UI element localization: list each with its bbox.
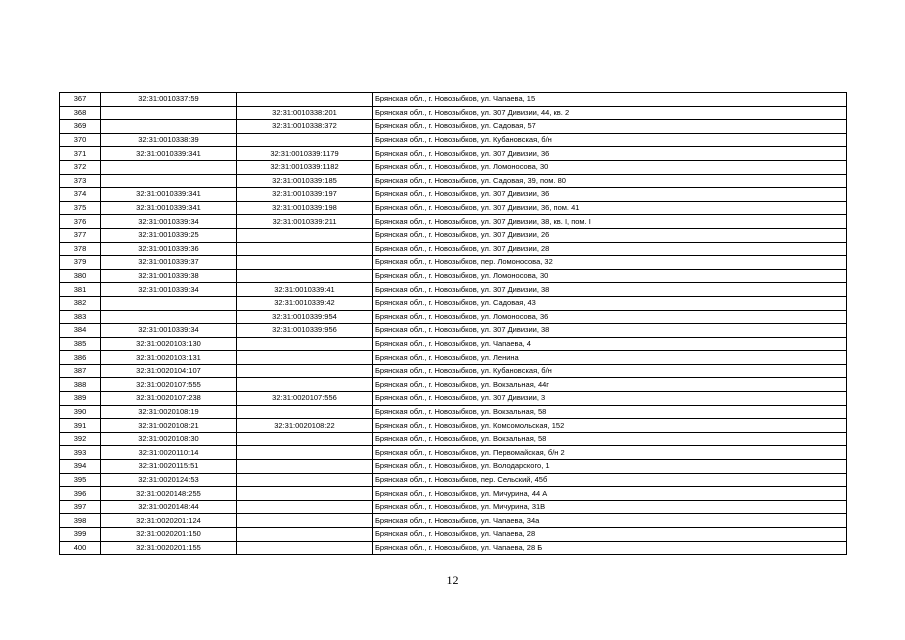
address-cell: Брянская обл., г. Новозыбков, ул. 307 Дивизии, 3 <box>373 392 847 406</box>
cadastral-number-cell: 32:31:0020148:44 <box>101 500 237 514</box>
object-cadastral-number-cell <box>237 351 373 365</box>
cadastral-number-cell: 32:31:0020110:14 <box>101 446 237 460</box>
row-number-cell: 382 <box>60 296 101 310</box>
object-cadastral-number-cell: 32:31:0020108:22 <box>237 419 373 433</box>
cadastral-number-cell: 32:31:0020148:255 <box>101 487 237 501</box>
object-cadastral-number-cell: 32:31:0010339:1182 <box>237 160 373 174</box>
cadastral-number-cell: 32:31:0020104:107 <box>101 364 237 378</box>
address-cell: Брянская обл., г. Новозыбков, ул. 307 Дивизии, 36, пом. 41 <box>373 201 847 215</box>
table-row <box>60 514 847 528</box>
table-row <box>60 364 847 378</box>
address-cell: Брянская обл., г. Новозыбков, пер. Сельский, 45б <box>373 473 847 487</box>
table-row <box>60 201 847 215</box>
table-row <box>60 460 847 474</box>
cadastral-number-cell <box>101 174 237 188</box>
object-cadastral-number-cell: 32:31:0010338:201 <box>237 106 373 120</box>
row-number-cell: 380 <box>60 269 101 283</box>
row-number-cell: 376 <box>60 215 101 229</box>
row-number-cell: 389 <box>60 392 101 406</box>
cadastral-number-cell: 32:31:0010338:39 <box>101 133 237 147</box>
object-cadastral-number-cell <box>237 405 373 419</box>
cadastral-number-cell <box>101 120 237 134</box>
table-row <box>60 500 847 514</box>
object-cadastral-number-cell: 32:31:0010339:197 <box>237 188 373 202</box>
table-row <box>60 337 847 351</box>
cadastral-number-cell: 32:31:0010339:34 <box>101 324 237 338</box>
row-number-cell: 400 <box>60 541 101 555</box>
cadastral-number-cell <box>101 310 237 324</box>
object-cadastral-number-cell <box>237 500 373 514</box>
address-cell: Брянская обл., г. Новозыбков, ул. Ленина <box>373 351 847 365</box>
cadastral-number-cell: 32:31:0010339:36 <box>101 242 237 256</box>
row-number-cell: 373 <box>60 174 101 188</box>
table-row <box>60 228 847 242</box>
table-row <box>60 541 847 555</box>
table-row <box>60 392 847 406</box>
address-cell: Брянская обл., г. Новозыбков, ул. Чапаева, 15 <box>373 93 847 107</box>
cadastral-number-cell: 32:31:0020124:53 <box>101 473 237 487</box>
cadastral-number-cell: 32:31:0020108:19 <box>101 405 237 419</box>
table-row <box>60 296 847 310</box>
table-row <box>60 93 847 107</box>
row-number-cell: 370 <box>60 133 101 147</box>
cadastral-number-cell: 32:31:0020108:30 <box>101 432 237 446</box>
object-cadastral-number-cell <box>237 460 373 474</box>
table-row <box>60 147 847 161</box>
cadastral-number-cell: 32:31:0020201:124 <box>101 514 237 528</box>
object-cadastral-number-cell <box>237 242 373 256</box>
row-number-cell: 393 <box>60 446 101 460</box>
object-cadastral-number-cell: 32:31:0010338:372 <box>237 120 373 134</box>
row-number-cell: 395 <box>60 473 101 487</box>
object-cadastral-number-cell <box>237 473 373 487</box>
object-cadastral-number-cell <box>237 446 373 460</box>
cadastral-number-cell: 32:31:0010339:341 <box>101 188 237 202</box>
address-cell: Брянская обл., г. Новозыбков, ул. 307 Дивизии, 44, кв. 2 <box>373 106 847 120</box>
address-cell: Брянская обл., г. Новозыбков, ул. 307 Дивизии, 38 <box>373 324 847 338</box>
address-cell: Брянская обл., г. Новозыбков, ул. Вокзальная, 58 <box>373 432 847 446</box>
address-cell: Брянская обл., г. Новозыбков, ул. 307 Дивизии, 28 <box>373 242 847 256</box>
table-row <box>60 528 847 542</box>
address-cell: Брянская обл., г. Новозыбков, ул. Первомайская, б/н 2 <box>373 446 847 460</box>
address-cell: Брянская обл., г. Новозыбков, ул. Комсомольская, 152 <box>373 419 847 433</box>
object-cadastral-number-cell <box>237 541 373 555</box>
address-cell: Брянская обл., г. Новозыбков, ул. Володарского, 1 <box>373 460 847 474</box>
table-row <box>60 487 847 501</box>
table-row <box>60 160 847 174</box>
address-cell: Брянская обл., г. Новозыбков, ул. Ломоносова, 30 <box>373 160 847 174</box>
cadastral-number-cell: 32:31:0010339:38 <box>101 269 237 283</box>
object-cadastral-number-cell <box>237 378 373 392</box>
address-cell: Брянская обл., г. Новозыбков, ул. Вокзальная, 58 <box>373 405 847 419</box>
row-number-cell: 367 <box>60 93 101 107</box>
object-cadastral-number-cell <box>237 364 373 378</box>
cadastral-number-cell: 32:31:0010339:341 <box>101 147 237 161</box>
row-number-cell: 379 <box>60 256 101 270</box>
object-cadastral-number-cell: 32:31:0010339:41 <box>237 283 373 297</box>
table-row <box>60 324 847 338</box>
cadastral-number-cell: 32:31:0020107:238 <box>101 392 237 406</box>
row-number-cell: 369 <box>60 120 101 134</box>
row-number-cell: 375 <box>60 201 101 215</box>
cadastral-number-cell: 32:31:0020108:21 <box>101 419 237 433</box>
address-cell: Брянская обл., г. Новозыбков, ул. 307 Дивизии, 36 <box>373 188 847 202</box>
object-cadastral-number-cell <box>237 528 373 542</box>
table-row <box>60 446 847 460</box>
table-row <box>60 283 847 297</box>
row-number-cell: 377 <box>60 228 101 242</box>
row-number-cell: 390 <box>60 405 101 419</box>
row-number-cell: 388 <box>60 378 101 392</box>
table-row <box>60 378 847 392</box>
address-cell: Брянская обл., г. Новозыбков, ул. 307 Дивизии, 26 <box>373 228 847 242</box>
address-cell: Брянская обл., г. Новозыбков, ул. Садовая, 57 <box>373 120 847 134</box>
address-cell: Брянская обл., г. Новозыбков, ул. Садовая, 43 <box>373 296 847 310</box>
row-number-cell: 378 <box>60 242 101 256</box>
row-number-cell: 372 <box>60 160 101 174</box>
table-row <box>60 310 847 324</box>
address-cell: Брянская обл., г. Новозыбков, ул. 307 Дивизии, 38, кв. I, пом. I <box>373 215 847 229</box>
table-body <box>60 93 847 555</box>
row-number-cell: 383 <box>60 310 101 324</box>
object-cadastral-number-cell <box>237 133 373 147</box>
address-cell: Брянская обл., г. Новозыбков, пер. Ломоносова, 32 <box>373 256 847 270</box>
address-cell: Брянская обл., г. Новозыбков, ул. Мичурина, 31В <box>373 500 847 514</box>
row-number-cell: 399 <box>60 528 101 542</box>
cadastral-number-cell: 32:31:0020107:555 <box>101 378 237 392</box>
table-row <box>60 256 847 270</box>
row-number-cell: 368 <box>60 106 101 120</box>
table-row <box>60 269 847 283</box>
cadastral-number-cell: 32:31:0020103:130 <box>101 337 237 351</box>
cadastral-number-cell <box>101 160 237 174</box>
object-cadastral-number-cell <box>237 228 373 242</box>
cadastral-number-cell: 32:31:0020103:131 <box>101 351 237 365</box>
row-number-cell: 396 <box>60 487 101 501</box>
address-cell: Брянская обл., г. Новозыбков, ул. Ломоносова, 30 <box>373 269 847 283</box>
table-row <box>60 242 847 256</box>
object-cadastral-number-cell: 32:31:0010339:956 <box>237 324 373 338</box>
object-cadastral-number-cell <box>237 487 373 501</box>
row-number-cell: 392 <box>60 432 101 446</box>
table-row <box>60 120 847 134</box>
cadastral-number-cell: 32:31:0010339:341 <box>101 201 237 215</box>
cadastral-number-cell: 32:31:0020115:51 <box>101 460 237 474</box>
row-number-cell: 386 <box>60 351 101 365</box>
cadastral-number-cell: 32:31:0010339:34 <box>101 215 237 229</box>
table-row <box>60 133 847 147</box>
address-cell: Брянская обл., г. Новозыбков, ул. 307 Дивизии, 38 <box>373 283 847 297</box>
table-row <box>60 419 847 433</box>
table-row <box>60 432 847 446</box>
object-cadastral-number-cell: 32:31:0010339:42 <box>237 296 373 310</box>
table-row <box>60 174 847 188</box>
address-cell: Брянская обл., г. Новозыбков, ул. Садовая, 39, пом. 80 <box>373 174 847 188</box>
object-cadastral-number-cell <box>237 432 373 446</box>
cadastral-number-cell: 32:31:0010339:34 <box>101 283 237 297</box>
address-cell: Брянская обл., г. Новозыбков, ул. Чапаева, 28 <box>373 528 847 542</box>
object-cadastral-number-cell <box>237 256 373 270</box>
object-cadastral-number-cell: 32:31:0010339:185 <box>237 174 373 188</box>
cadastral-number-cell: 32:31:0020201:150 <box>101 528 237 542</box>
address-cell: Брянская обл., г. Новозыбков, ул. Ломоносова, 36 <box>373 310 847 324</box>
property-table <box>59 92 847 555</box>
cadastral-number-cell: 32:31:0010337:59 <box>101 93 237 107</box>
object-cadastral-number-cell: 32:31:0020107:556 <box>237 392 373 406</box>
address-cell: Брянская обл., г. Новозыбков, ул. Чапаева, 4 <box>373 337 847 351</box>
row-number-cell: 387 <box>60 364 101 378</box>
address-cell: Брянская обл., г. Новозыбков, ул. Кубановская, б/н <box>373 364 847 378</box>
cadastral-number-cell: 32:31:0010339:37 <box>101 256 237 270</box>
cadastral-number-cell: 32:31:0010339:25 <box>101 228 237 242</box>
table-row <box>60 188 847 202</box>
address-cell: Брянская обл., г. Новозыбков, ул. Чапаева, 28 Б <box>373 541 847 555</box>
table-row <box>60 405 847 419</box>
address-cell: Брянская обл., г. Новозыбков, ул. Кубановская, б/н <box>373 133 847 147</box>
object-cadastral-number-cell: 32:31:0010339:1179 <box>237 147 373 161</box>
row-number-cell: 397 <box>60 500 101 514</box>
row-number-cell: 391 <box>60 419 101 433</box>
object-cadastral-number-cell <box>237 337 373 351</box>
object-cadastral-number-cell <box>237 93 373 107</box>
object-cadastral-number-cell: 32:31:0010339:954 <box>237 310 373 324</box>
row-number-cell: 381 <box>60 283 101 297</box>
cadastral-number-cell: 32:31:0020201:155 <box>101 541 237 555</box>
row-number-cell: 374 <box>60 188 101 202</box>
object-cadastral-number-cell: 32:31:0010339:211 <box>237 215 373 229</box>
row-number-cell: 385 <box>60 337 101 351</box>
object-cadastral-number-cell <box>237 269 373 283</box>
table-row <box>60 473 847 487</box>
address-cell: Брянская обл., г. Новозыбков, ул. Вокзальная, 44г <box>373 378 847 392</box>
cadastral-number-cell <box>101 296 237 310</box>
table-row <box>60 351 847 365</box>
table-row <box>60 215 847 229</box>
object-cadastral-number-cell: 32:31:0010339:198 <box>237 201 373 215</box>
cadastral-number-cell <box>101 106 237 120</box>
address-cell: Брянская обл., г. Новозыбков, ул. 307 Дивизии, 36 <box>373 147 847 161</box>
page-number: 12 <box>446 573 459 587</box>
table-row <box>60 106 847 120</box>
row-number-cell: 371 <box>60 147 101 161</box>
address-cell: Брянская обл., г. Новозыбков, ул. Чапаева, 34а <box>373 514 847 528</box>
row-number-cell: 398 <box>60 514 101 528</box>
object-cadastral-number-cell <box>237 514 373 528</box>
row-number-cell: 384 <box>60 324 101 338</box>
row-number-cell: 394 <box>60 460 101 474</box>
address-cell: Брянская обл., г. Новозыбков, ул. Мичурина, 44 А <box>373 487 847 501</box>
